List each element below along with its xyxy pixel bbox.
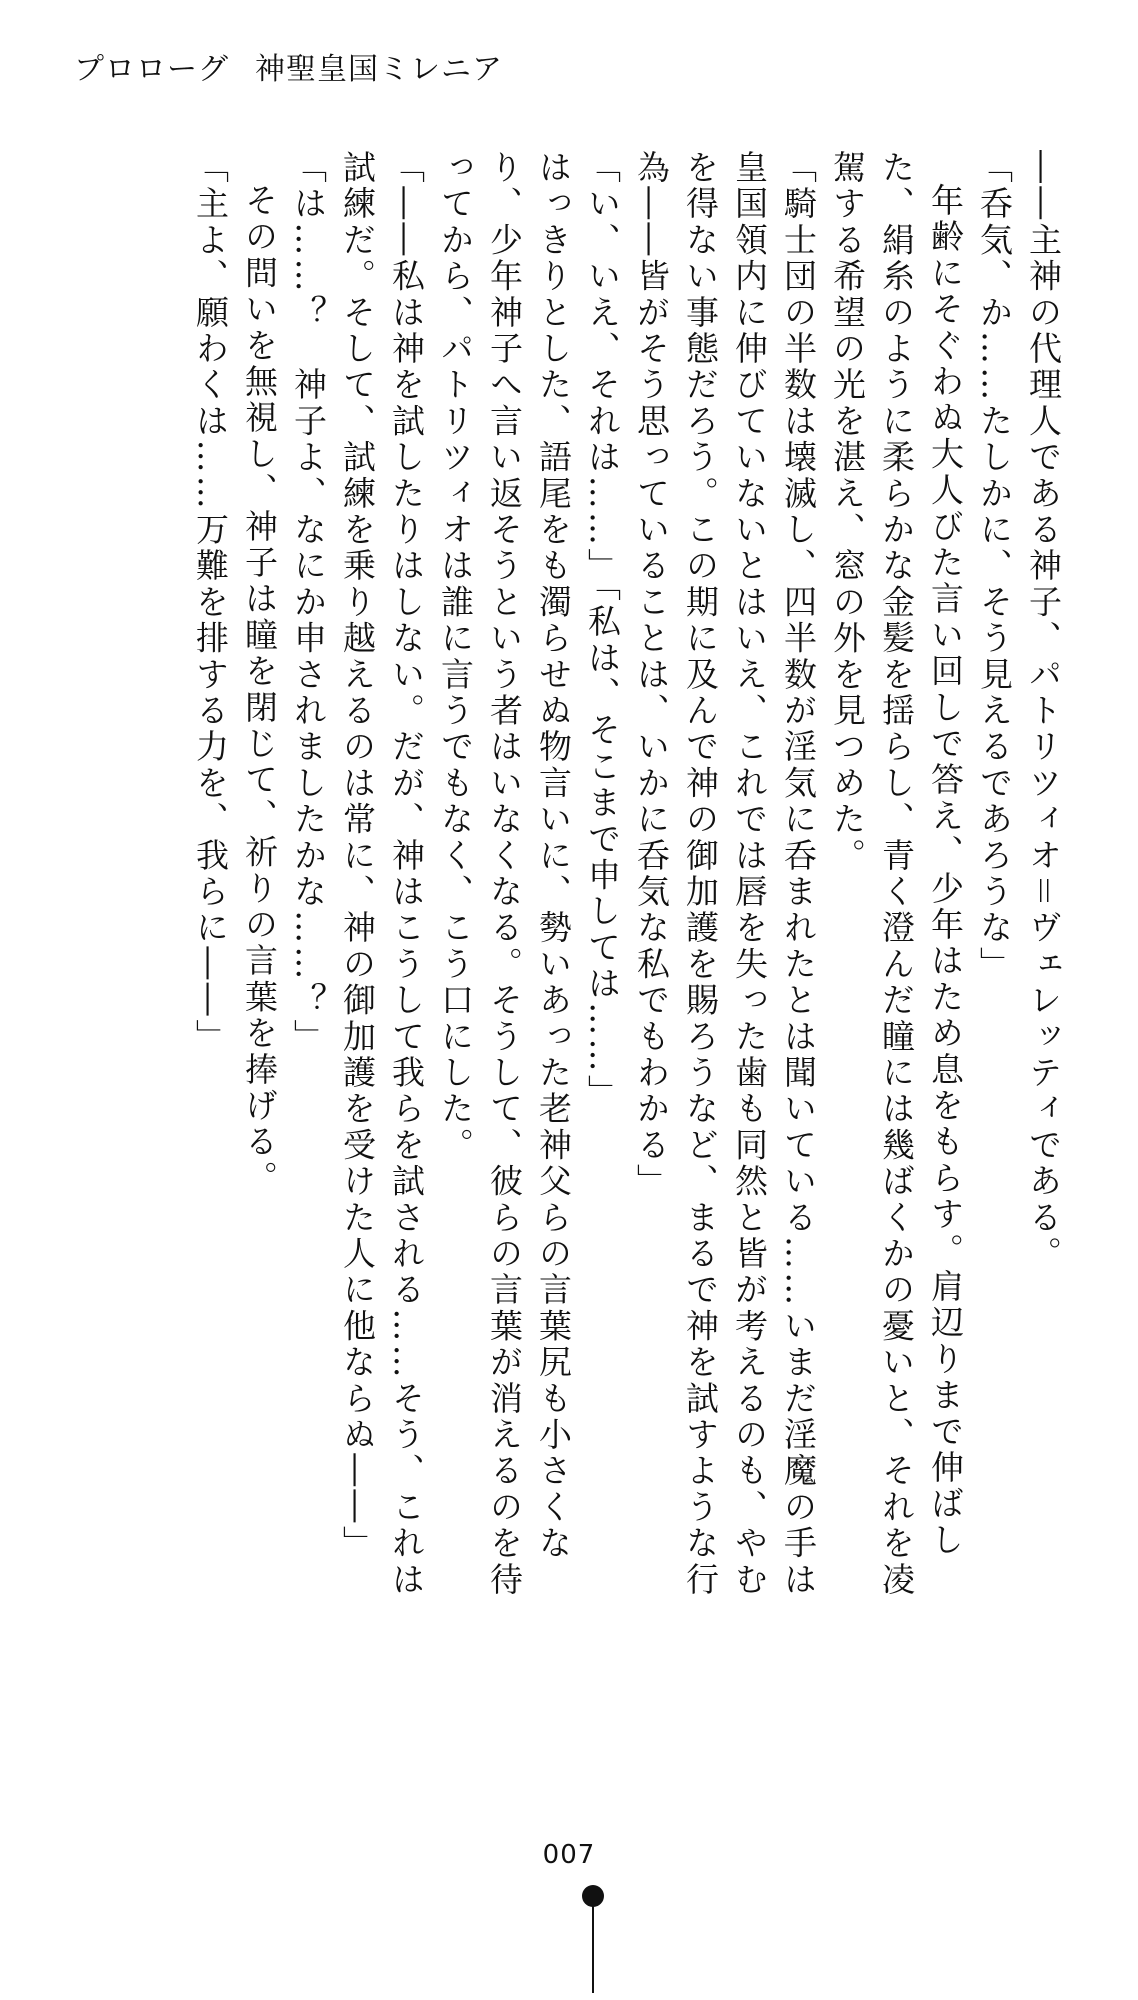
text-paragraph: 「主よ、願わくは……万難を排する力を、我らに――」 (191, 150, 230, 1055)
text-paragraph: 「呑気、か……たしかに、そう見えるであろうな」 (975, 150, 1014, 983)
section-label: プロローグ (74, 52, 229, 87)
text-paragraph: ――主神の代理人である神子、パトリツィオ＝ヴェレッティである。 (1024, 150, 1063, 1273)
text-paragraph: はっきりとした、語尾をも濁らせぬ物言いに、勢いあった老神父らの言葉尻も小さくなり、少年神子へ言い返そうという者はいなくなる。そうして、彼らの言葉が消えるのを待ってから、パトリツィオは誰に言うでもなく、こう口にした。 (436, 150, 573, 1598)
text-paragraph: 「は……？ 神子よ、なにか申されましたかな……？」 (289, 150, 328, 1055)
text-paragraph: 「騎士団の半数は壊滅し、四半数が淫気に呑まれたとは聞いている……いまだ淫魔の手は皇国領内に伸びていないとはいえ、これでは唇を失った歯も同然と皆が考えるのも、やむを得ない事態だろう。この期に及んで神の御加護を賜ろうなど、まるで神を試すような行為――皆がそう思っていることは、いかに呑気な私でもわかる」 (632, 150, 818, 1598)
page-number: 007 (542, 1840, 596, 1870)
chapter-title: 神聖皇国ミレニア (255, 52, 503, 87)
vertical-body-text (68, 150, 1068, 1610)
running-header (74, 44, 503, 88)
text-paragraph: 「――私は神を試したりはしない。だが、神はこうして我らを試される……そう、これは試練だ。そして、試練を乗り越えるのは常に、神の御加護を受けた人に他ならぬ――」 (338, 150, 426, 1598)
text-paragraph: 年齢にそぐわぬ大人びた言い回しで答え、少年はため息をもらす。肩辺りまで伸ばした、絹糸のように柔らかな金髪を揺らし、青く澄んだ瞳には幾ばくかの憂いと、それを凌駕する希望の光を湛え、窓の外を見つめた。 (828, 150, 965, 1598)
folio-line (592, 1903, 594, 1993)
text-paragraph: 「い、いえ、それは……」「私は、そこまで申しては……」 (583, 150, 622, 1111)
folio-ornament-icon (582, 1885, 604, 1995)
text-paragraph: その問いを無視し、神子は瞳を閉じて、祈りの言葉を捧げる。 (240, 183, 279, 1197)
